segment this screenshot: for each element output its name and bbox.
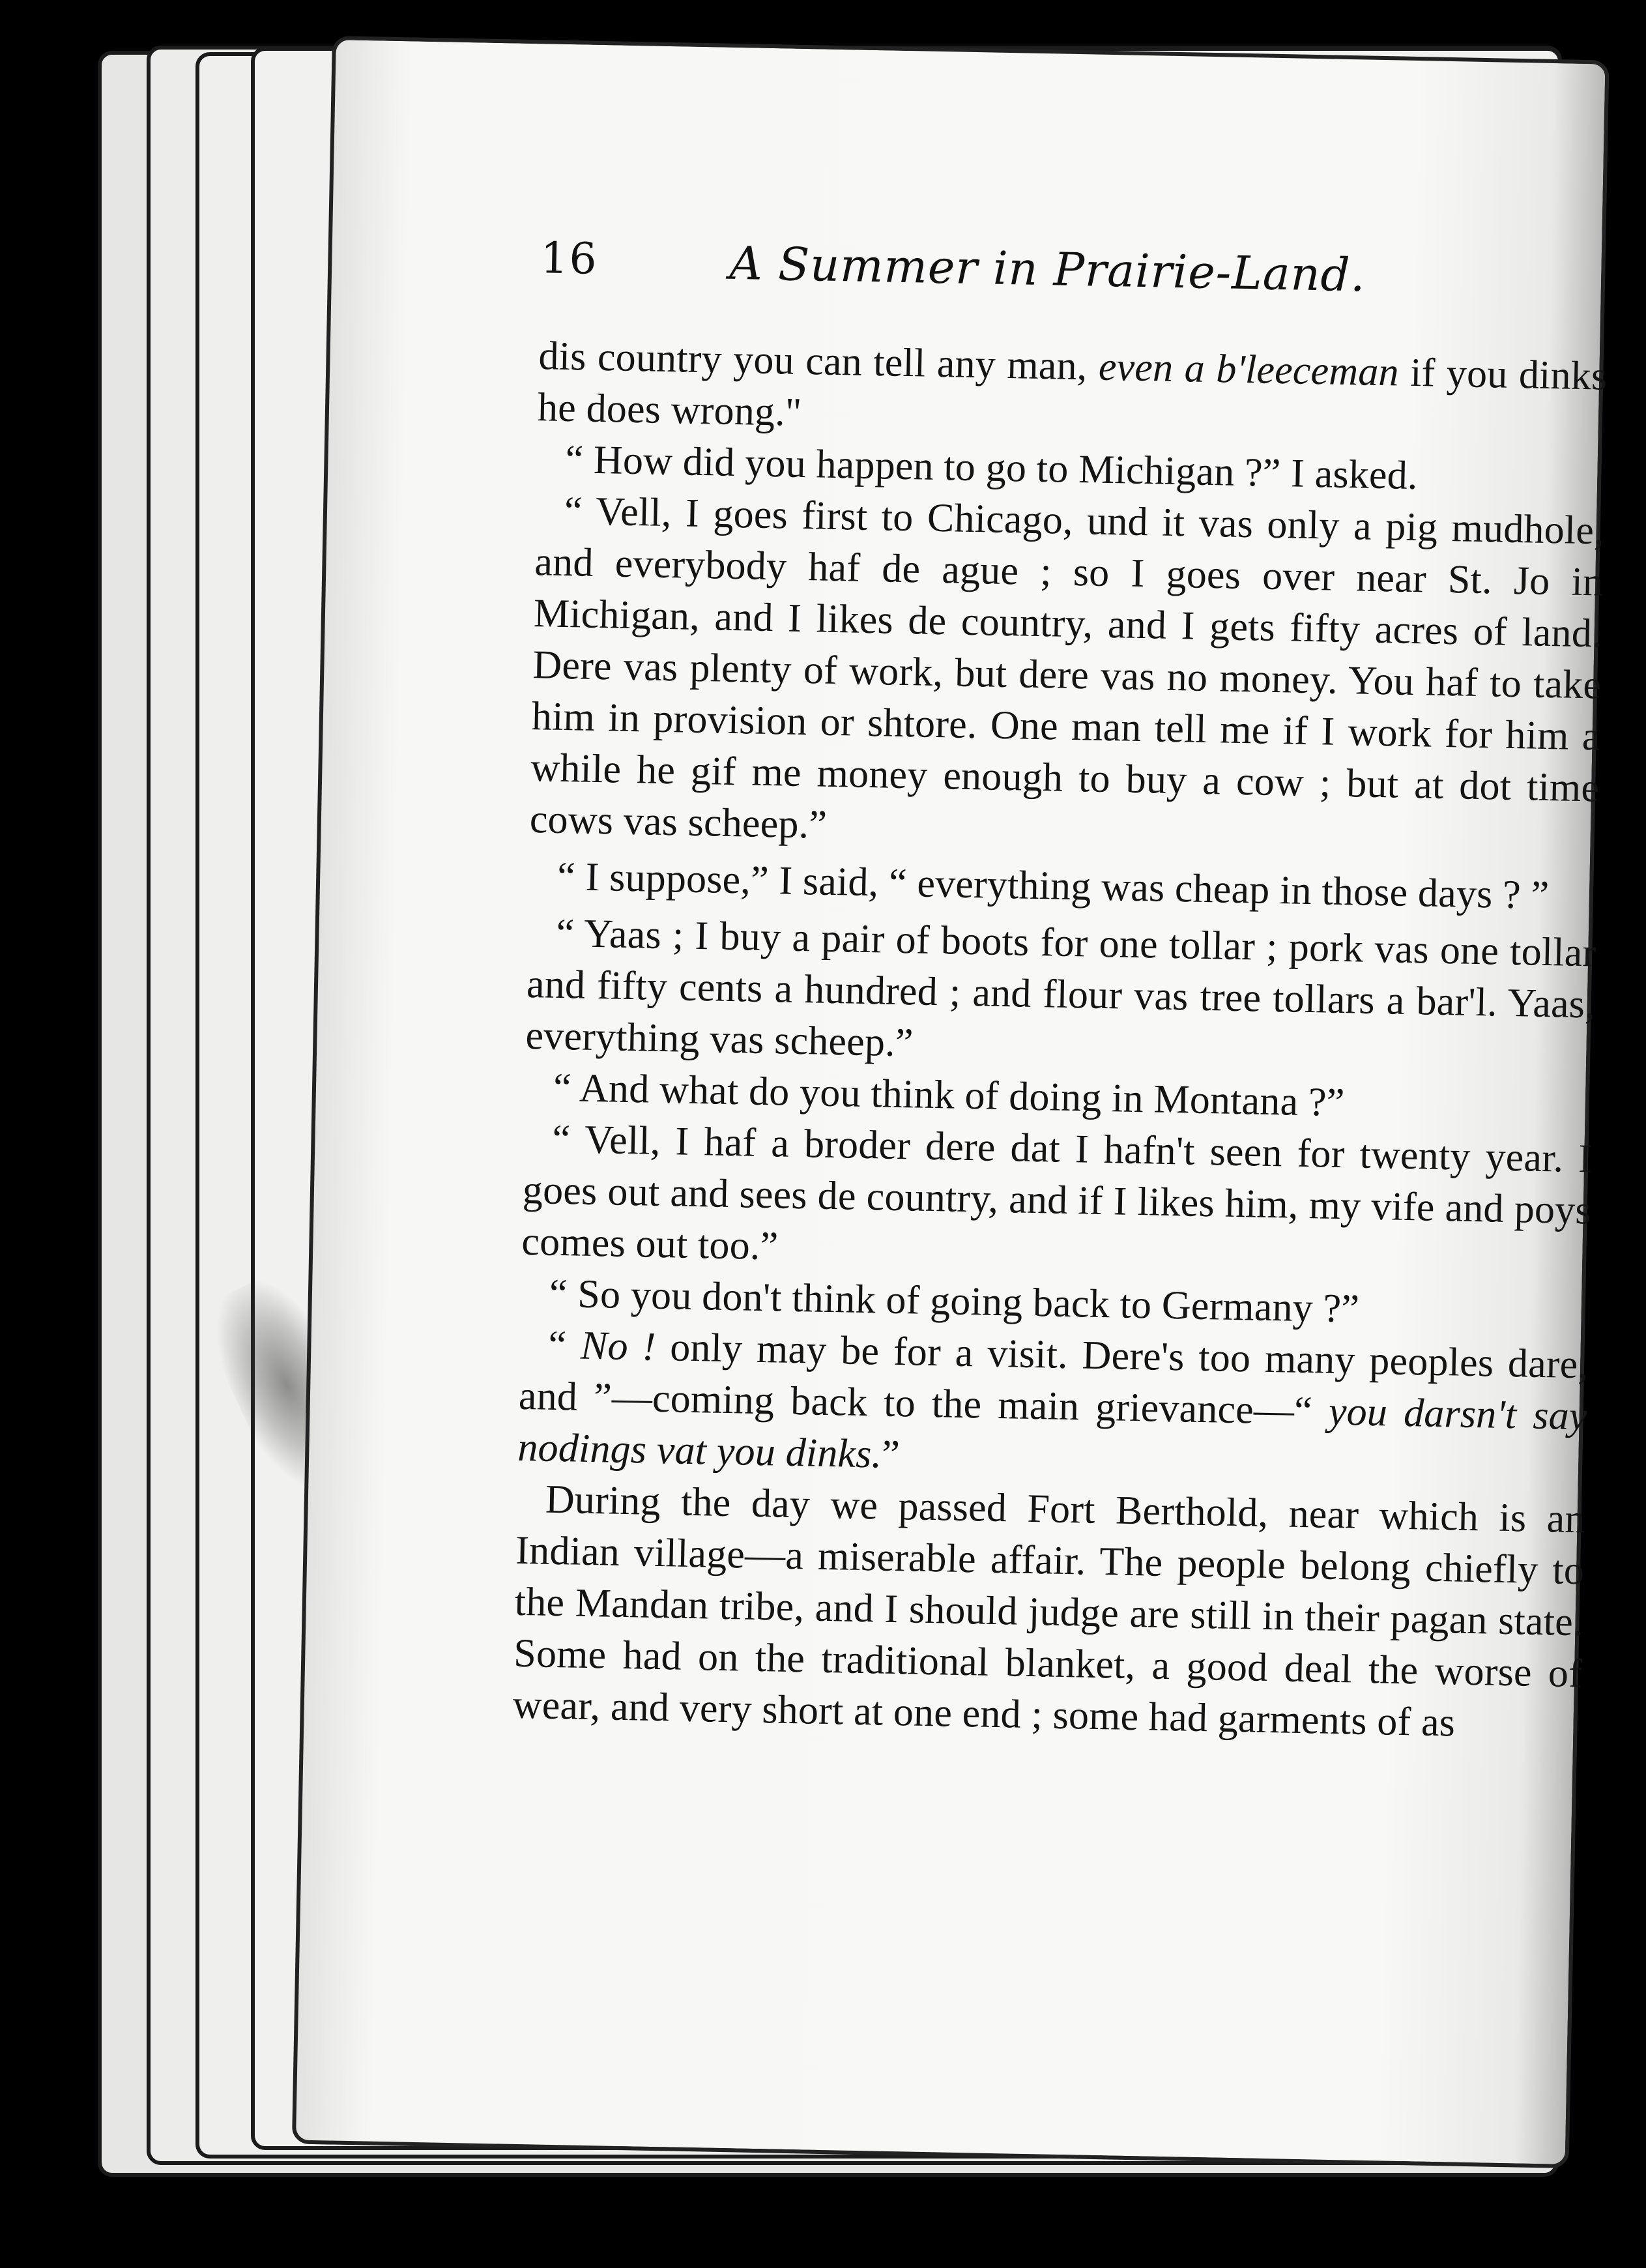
paragraph-3: “ Vell, I goes first to Chicago, und it vas only a pig mudhole, and everybody haf de ague ; so I goes over near St. Jo in Michigan, and I likes de country, and I gets fifty acres of land. Dere vas plenty of work, but dere vas no money. You haf to take him in provision or shtore. One man tell me if I work for him a while he gif me money enough to buy a cow ; but at dot time cows vas scheep.” (529, 488, 1605, 847)
paragraph-9 (517, 1319, 1589, 1494)
paragraph-7: “ Vell, I haf a broder dere dat I hafn't seen for twenty year. I goes out and sees de country, and if I likes him, my vife and poys comes out too.” (521, 1116, 1593, 1269)
paragraph-9-italic-1: No ! (580, 1323, 657, 1369)
paragraph-10: During the day we passed Fort Berthold, near which is an Indian village—a miserable affair. The people belong chiefly to the Mandan tribe, and I should judge are still in their pagan state. Some had on the traditional blanket, a good deal the worse of wear, and very short at one end ; some had garments of as (512, 1477, 1586, 1745)
paragraph-9-close: ” (881, 1432, 901, 1477)
paragraph-2: “ How did you happen to go to Michigan ?” I asked. (564, 437, 1419, 499)
running-head: A Summer in Prairie-Land. (729, 236, 1366, 302)
paragraph-1-italic: even a b'leeceman (1098, 344, 1400, 395)
page-number: 16 (540, 233, 599, 284)
book-page (292, 36, 1610, 2168)
paragraph-9-italic-2: you darsn't say nodings vat you dinks. (517, 1389, 1588, 1477)
paragraph-5: “ Yaas ; I buy a pair of boots for one tollar ; pork vas one tollar and fifty cents a hundred ; and flour vas tree tollars a bar'l. Yaas, everything vas scheep.” (525, 910, 1596, 1066)
paragraph-1 (537, 330, 1608, 454)
paragraph-4: “ I suppose,” I said, “ everything was cheap in those days ? ” (556, 854, 1550, 918)
body-text (512, 330, 1608, 1751)
page-header (540, 226, 1636, 325)
paragraph-6: “ And what do you think of doing in Montana ?” (553, 1065, 1346, 1126)
paragraph-8: “ So you don't think of going back to Germany ?” (549, 1271, 1360, 1331)
paragraph-9-text: only may be for a visit. Dere's too many peoples dare, and ”—coming back to the main grievance—“ (518, 1324, 1589, 1434)
paragraph-1-text: dis country you can tell any man, (538, 334, 1099, 389)
paragraph-1-end: if you dinks he does wrong." (537, 350, 1608, 435)
paragraph-9-open: “ (547, 1322, 581, 1368)
